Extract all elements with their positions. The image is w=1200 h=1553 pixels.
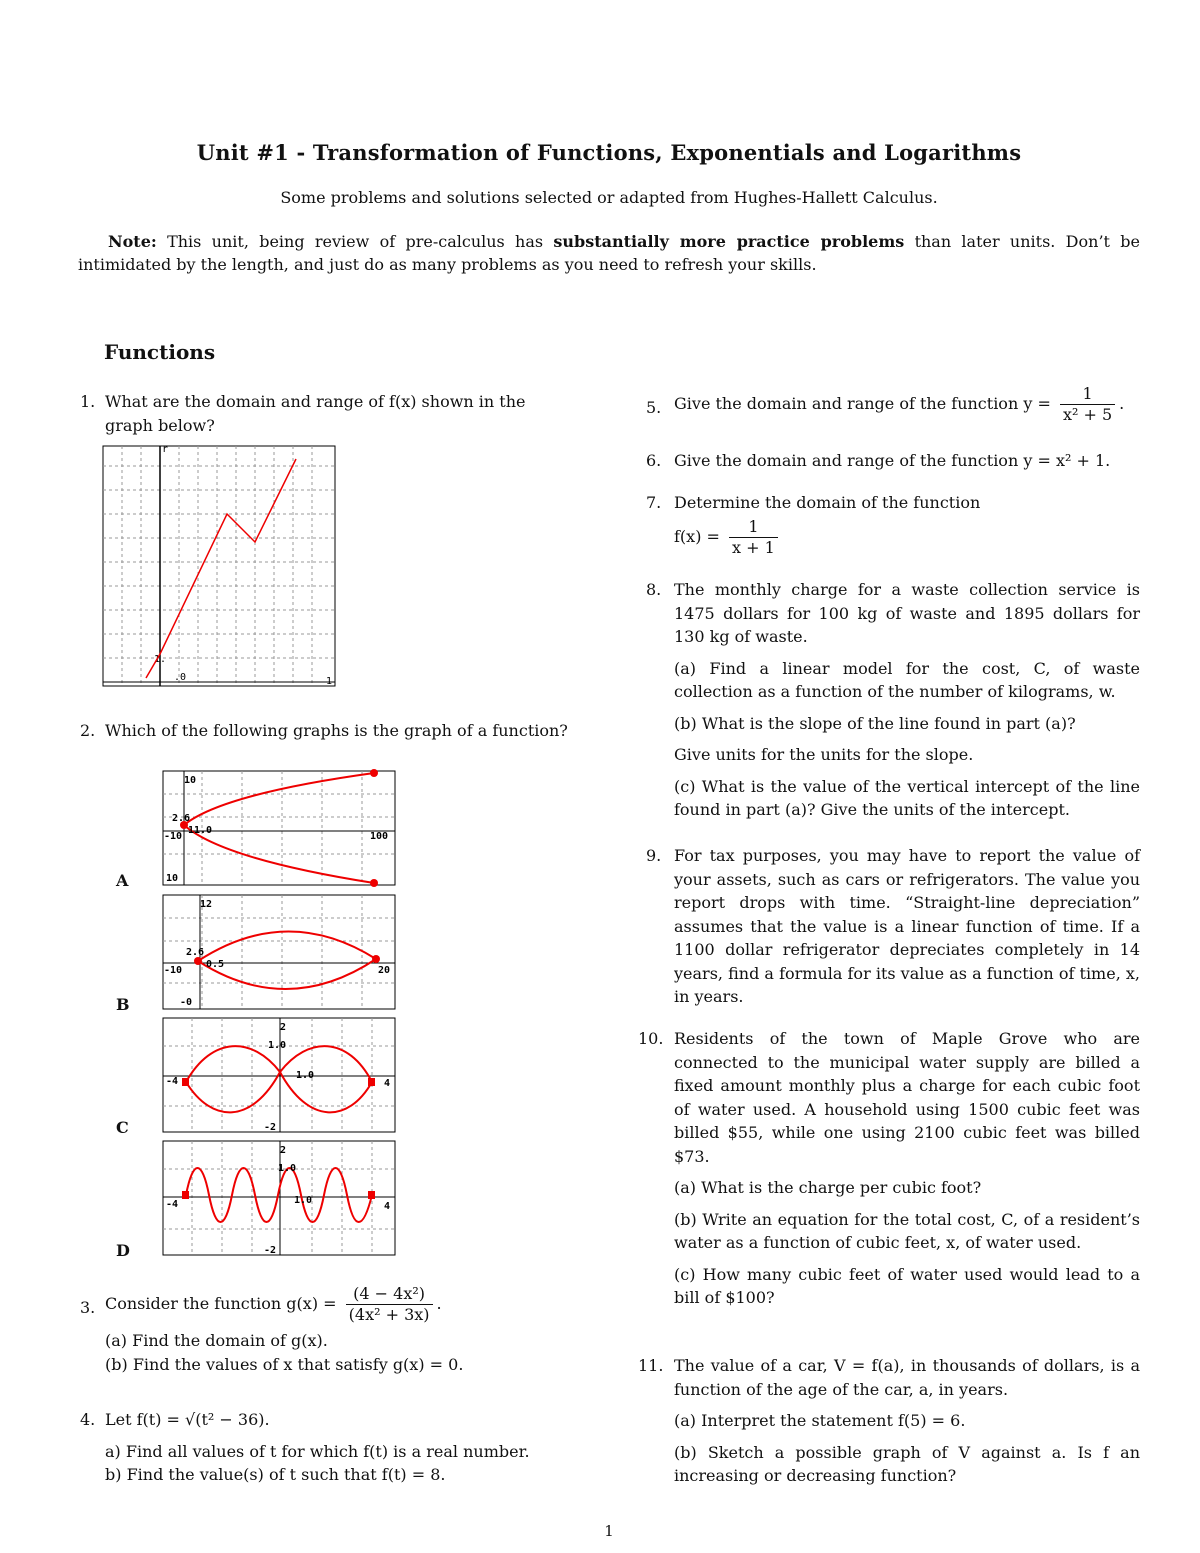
tick-label: 2: [280, 1022, 287, 1033]
subpart-b-units: Give units for the units for the slope.: [674, 745, 974, 764]
subpart-a: (a) What is the charge per cubic foot?: [674, 1178, 982, 1197]
problem-number: 6.: [646, 451, 662, 470]
tick-label: 20: [378, 965, 391, 976]
section-title: Functions: [104, 340, 216, 364]
subpart-a: a) Find all values of t for which f(t) is a real number.: [105, 1441, 530, 1461]
problem-text: Residents of the town of Maple Grove who are connected to the municipal water supply are billed a fixed amount monthly plus a charge for each cubic foot of water used. A household using 1500 cubic feet was billed $55, while one using 2100 cubic feet was billed $73.: [674, 1029, 1140, 1166]
problem-number: 2.: [80, 721, 96, 740]
tick-label: -10: [164, 965, 183, 976]
graph-b: [162, 893, 398, 1013]
subpart-a: (a) Interpret the statement f(5) = 6.: [674, 1411, 966, 1430]
tick-label: -2: [264, 1245, 277, 1256]
subpart-a: (a) Find the domain of g(x).: [105, 1331, 328, 1350]
function-lhs: f(x) =: [674, 526, 720, 546]
problem-lead: Consider the function g(x) =: [105, 1294, 337, 1313]
problem-number: 11.: [638, 1356, 664, 1375]
denominator: x + 1: [732, 537, 775, 557]
problem-text: Give the domain and range of the function y = x² + 1.: [674, 451, 1111, 470]
tick-label: 1.0: [278, 1163, 297, 1174]
svg-text:1.: 1.: [154, 654, 167, 665]
subtitle: Some problems and solutions selected or adapted from Hughes-Hallett Calculus.: [280, 188, 938, 207]
problem-number: 7.: [646, 493, 662, 512]
problem-number: 1.: [80, 392, 96, 411]
svg-text:r: r: [162, 444, 169, 455]
problem-number: 4.: [80, 1410, 96, 1429]
denominator: (4x² + 3x): [348, 1305, 430, 1324]
tick-label: 100: [370, 831, 389, 842]
graph-problem-1: [102, 444, 338, 694]
tick-label: 10: [184, 775, 197, 786]
note-label: Note:: [108, 232, 157, 251]
tick-label: 1.0: [294, 1195, 313, 1206]
problem-text: The monthly charge for a waste collection service is 1475 dollars for 100 kg of waste and 1895 dollars for 130 kg of waste.: [674, 580, 1140, 646]
subpart-b: (b) Find the values of x that satisfy g(x) = 0.: [105, 1354, 464, 1374]
tick-label: 2.6: [172, 813, 191, 824]
problem-text: Which of the following graphs is the graph of a function?: [105, 721, 568, 740]
problem-text: Determine the domain of the function: [674, 493, 981, 512]
denominator: x² + 5: [1062, 405, 1113, 424]
graph-label-a: A: [116, 871, 129, 890]
numerator: 1: [1060, 384, 1115, 405]
note-text-2: than later units. Don’t be intimidated by the length, and just do as many problems as you need to refresh your skills.: [78, 232, 1140, 274]
numerator: 1: [729, 517, 778, 538]
tick-label: -4: [166, 1199, 179, 1210]
tick-label: 4: [384, 1201, 391, 1212]
graph-d: [162, 1139, 398, 1259]
problem-text: The value of a car, V = f(a), in thousands of dollars, is a function of the age of the car, a, in years.: [674, 1356, 1140, 1399]
graph-a: [162, 769, 398, 889]
tick-label: -2: [264, 1122, 277, 1133]
subpart-b: (b) Write an equation for the total cost, C, of a resident’s water as a function of cubic feet, x, of water used.: [674, 1209, 1140, 1252]
tick-label: 0.5: [206, 959, 225, 970]
svg-text:1: 1: [326, 676, 333, 687]
problem-lead: Let f(t) = √(t² − 36).: [105, 1410, 270, 1429]
tick-label: 4: [384, 1078, 391, 1089]
graph-label-b: B: [116, 995, 130, 1014]
svg-text:.0: .0: [174, 672, 187, 683]
tick-label: 2.6: [186, 947, 205, 958]
subpart-b: b) Find the value(s) of t such that f(t) = 8.: [105, 1465, 446, 1484]
problem-number: 3.: [80, 1298, 96, 1317]
problem-text: For tax purposes, you may have to report the value of your assets, such as cars or refrigerators. The value you report drops with time. “Straight-line depreciation” assumes that the value is a linear function of time. If a 1100 dollar refrigerator depreciates completely in 14 years, find a formula for its value as a function of time, x, in years.: [674, 846, 1140, 1006]
fraction: [346, 1284, 433, 1325]
tick-label: 11.0: [188, 825, 213, 836]
graph-label-d: D: [116, 1241, 130, 1260]
tick-label: -10: [164, 831, 183, 842]
problem-lead: Give the domain and range of the function y =: [674, 394, 1051, 413]
tick-label: 1.0: [296, 1070, 315, 1081]
subpart-c: (c) How many cubic feet of water used would lead to a bill of $100?: [674, 1264, 1140, 1307]
subpart-b: (b) What is the slope of the line found in part (a)?: [674, 713, 1076, 733]
tick-label: 1.0: [268, 1040, 287, 1051]
graph-label-c: C: [116, 1118, 129, 1137]
problem-number: 8.: [646, 580, 662, 599]
page-title: Unit #1 - Transformation of Functions, Exponentials and Logarithms: [196, 140, 1022, 165]
note-bold: substantially more practice problems: [553, 232, 905, 251]
subpart-a: (a) Find a linear model for the cost, C, of waste collection as a function of the number of kilograms, w.: [674, 658, 1140, 701]
problem-number: 5.: [646, 398, 662, 417]
subpart-b: (b) Sketch a possible graph of V against a. Is f an increasing or decreasing function?: [674, 1442, 1140, 1485]
page-number: 1: [604, 1522, 614, 1540]
note-text-1: This unit, being review of pre-calculus has: [167, 232, 544, 251]
tick-label: 10: [166, 873, 179, 884]
graph-c: [162, 1016, 398, 1136]
tick-label: -0: [180, 997, 193, 1008]
numerator: (4 − 4x²): [346, 1284, 433, 1305]
fraction: [729, 517, 778, 558]
tick-label: -4: [166, 1076, 179, 1087]
subpart-c: (c) What is the value of the vertical intercept of the line found in part (a)? Give the units of the intercept.: [674, 776, 1140, 819]
note-paragraph: [78, 230, 1140, 276]
tick-label: 12: [200, 899, 213, 910]
problem-number: 9.: [646, 846, 662, 865]
problem-number: 10.: [638, 1029, 664, 1048]
tick-label: 2: [280, 1145, 287, 1156]
fraction: [1060, 384, 1115, 425]
problem-text: What are the domain and range of f(x) shown in the graph below?: [105, 392, 526, 435]
